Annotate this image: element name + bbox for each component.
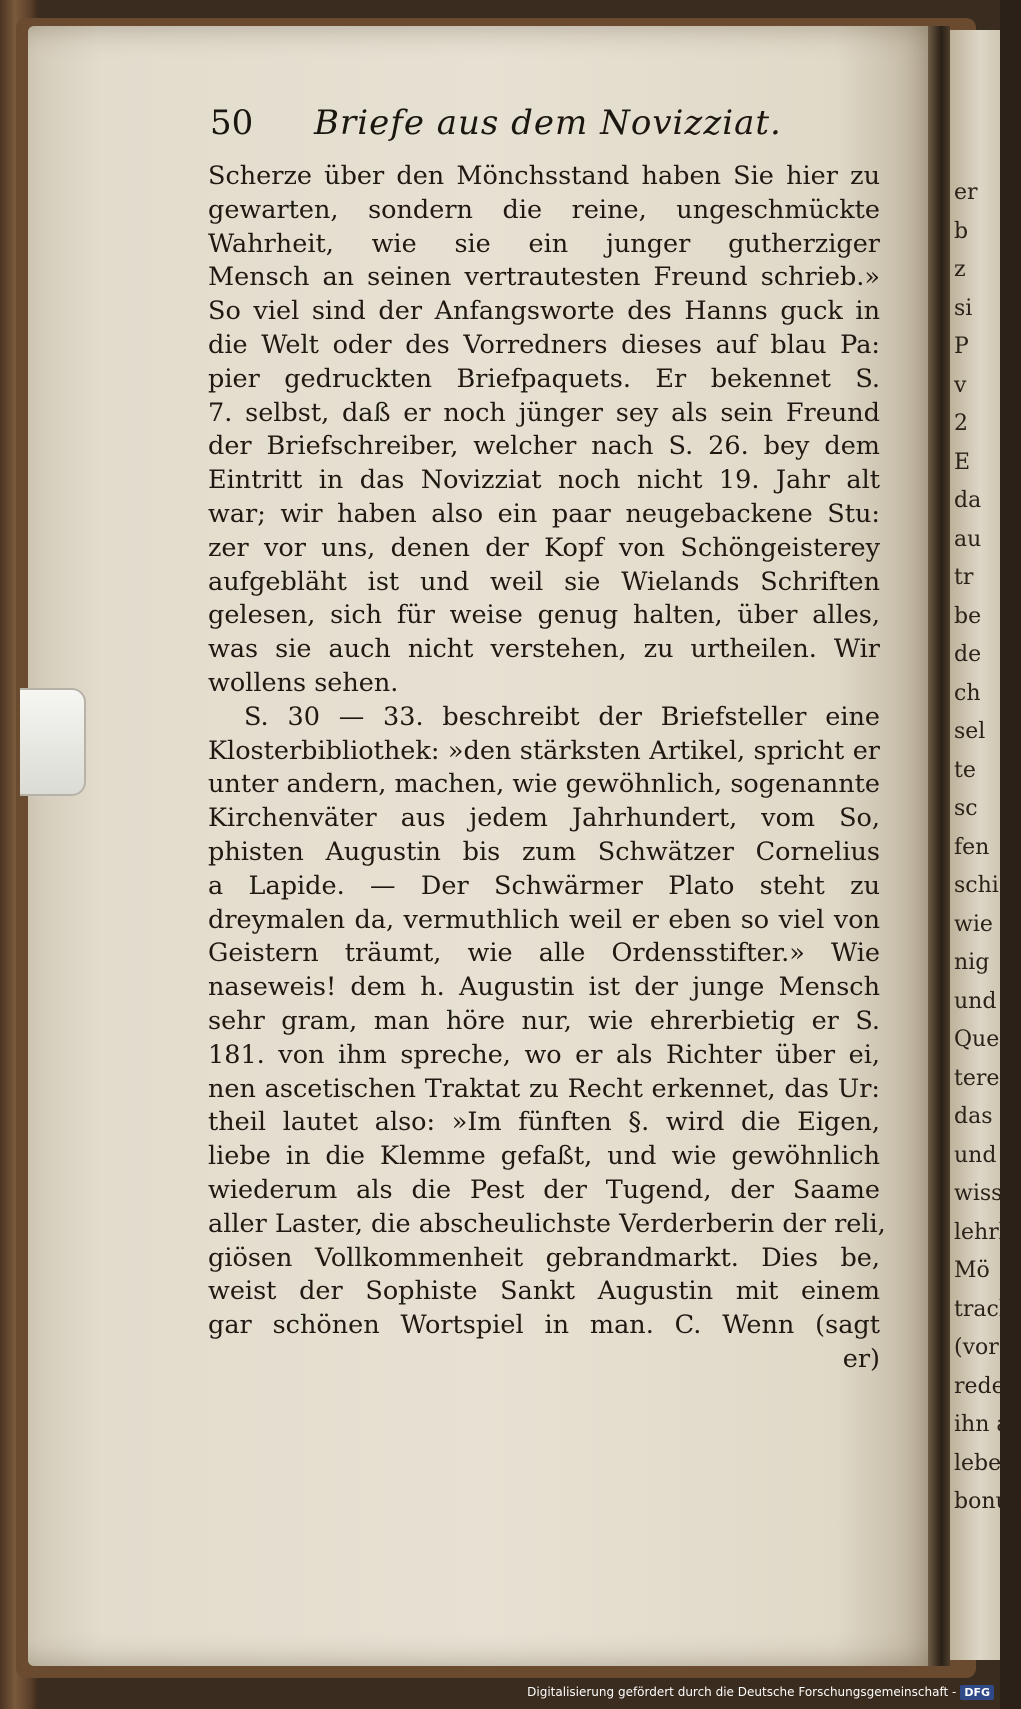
facing-page-fragment: wiss <box>954 1181 1003 1206</box>
facing-page-fragment: (vor <box>954 1335 999 1360</box>
text-line: war; wir haben also ein paar neugebackene Stu: <box>208 498 880 529</box>
facing-page-fragment: leben <box>954 1450 1016 1476</box>
text-line: So viel sind der Anfangsworte des Hanns guck in <box>208 296 880 327</box>
text-line: aller Laster, die abscheulichste Verderberin der reli, <box>208 1208 886 1239</box>
text-line: gelesen, sich für weise genug halten, über alles, <box>208 600 880 631</box>
text-line: gar schönen Wortspiel in man. C. Wenn (sagt <box>208 1310 880 1341</box>
text-line: pier gedruckten Briefpaquets. Er bekennet S. <box>208 363 880 394</box>
facing-page-fragment: ihn a <box>954 1412 1010 1437</box>
facing-page-fragment: sel <box>954 719 986 744</box>
facing-page-fragment: da <box>954 488 982 513</box>
digitization-footer <box>527 1681 994 1703</box>
footer-credit: Digitalisierung gefördert durch die Deutsche Forschungsgemeinschaft - <box>527 1685 957 1699</box>
text-line: der Briefschreiber, welcher nach S. 26. bey dem <box>208 431 880 462</box>
catchword: er) <box>842 1343 880 1374</box>
facing-page-fragment: Mö <box>954 1258 990 1283</box>
facing-page-fragment: fen <box>954 834 990 860</box>
text-line: S. 30 — 33. beschreibt der Briefsteller eine <box>244 701 880 732</box>
facing-page-fragment: te <box>954 757 976 783</box>
text-line: nen ascetischen Traktat zu Recht erkennet, das Ur: <box>208 1073 880 1104</box>
facing-page-fragment: bonus <box>954 1489 1021 1514</box>
scanner-clamp <box>20 688 86 796</box>
text-line: 7. selbst, daß er noch jünger sey als sein Freund <box>208 397 880 428</box>
facing-page-fragment: P <box>954 334 969 359</box>
book-gutter <box>928 26 950 1666</box>
text-line: wollens sehen. <box>208 667 399 698</box>
facing-page-fragment: lehrl <box>954 1219 1006 1245</box>
text-line: Kirchenväter aus jedem Jahrhundert, vom So, <box>208 803 880 834</box>
text-line: theil lautet also: »Im fünften §. wird die Eigen, <box>208 1107 880 1138</box>
facing-page-fragment: nig <box>954 950 990 975</box>
facing-page-fragment: E <box>954 449 971 475</box>
facing-page-fragment: tr <box>954 565 974 590</box>
facing-page-fragment: de <box>954 642 982 667</box>
facing-page-fragment: be <box>954 603 982 629</box>
text-line: wiederum als die Pest der Tugend, der Saame <box>208 1174 880 1205</box>
text-line: Geistern träumt, wie alle Ordensstifter.» Wie <box>208 938 880 969</box>
text-line: die Welt oder des Vorredners dieses auf blau Pa: <box>208 329 880 360</box>
text-line: giösen Vollkommenheit gebrandmarkt. Dies be, <box>208 1242 880 1273</box>
facing-page-fragment: tere <box>954 1065 1000 1091</box>
text-line: dreymalen da, vermuthlich weil er eben so viel von <box>208 904 880 935</box>
page-number: 50 <box>210 103 254 143</box>
text-line: was sie auch nicht verstehen, zu urtheilen. Wir <box>208 634 880 665</box>
text-line: zer vor uns, denen der Kopf von Schöngeisterey <box>208 532 880 563</box>
text-line: 181. von ihm spreche, wo er als Richter über ei, <box>208 1039 880 1070</box>
facing-page-fragment: Que <box>954 1027 1000 1052</box>
facing-page-fragment: v <box>954 372 967 398</box>
text-line: liebe in die Klemme gefaßt, und wie gewöhnlich <box>208 1141 880 1172</box>
facing-page-fragment: z <box>954 257 966 282</box>
facing-page-fragment: 2 <box>954 411 968 436</box>
facing-page-fragment: schi <box>954 873 999 898</box>
facing-page-fragment: au <box>954 526 982 552</box>
facing-page-fragment: reden <box>954 1373 1019 1399</box>
facing-page-fragment: und <box>954 1142 997 1168</box>
text-line: aufgebläht ist und weil sie Wielands Schriften <box>208 566 880 597</box>
body-text <box>208 160 886 1377</box>
text-line: weist der Sophiste Sankt Augustin mit einem <box>208 1276 880 1307</box>
text-line: Scherze über den Mönchsstand haben Sie hier zu <box>208 161 880 191</box>
text-line: unter andern, machen, wie gewöhnlich, sogenannte <box>208 769 880 800</box>
text-line: Wahrheit, wie sie ein junger gutherziger <box>208 228 880 259</box>
facing-page-fragment: das <box>954 1104 993 1129</box>
text-line: Klosterbibliothek: »den stärksten Artikel, spricht er <box>208 735 880 766</box>
text-line: a Lapide. — Der Schwärmer Plato steht zu <box>208 870 880 901</box>
text-line: Eintritt in das Novizziat noch nicht 19. Jahr alt <box>208 465 880 496</box>
facing-page-fragment: ch <box>954 680 981 706</box>
text-line: gewarten, sondern die reine, ungeschmückte <box>208 194 880 225</box>
facing-page-fragment: sc <box>954 796 978 821</box>
text-line: sehr gram, man höre nur, wie ehrerbietig er S. <box>208 1005 880 1036</box>
text-line: naseweis! dem h. Augustin ist der junge Mensch <box>208 972 880 1003</box>
running-title: Briefe aus dem Novizziat. <box>314 103 782 143</box>
facing-page-fragment: b <box>954 218 969 244</box>
facing-page <box>950 30 1021 1660</box>
dfg-logo: DFG <box>960 1685 994 1700</box>
facing-page-fragment: trach <box>954 1296 1013 1322</box>
facing-page-fragment: si <box>954 295 973 321</box>
page-header <box>210 103 890 151</box>
text-line: Mensch an seinen vertrautesten Freund schrieb.» <box>208 262 880 293</box>
facing-page-fragment: und <box>954 988 997 1014</box>
text-line: phisten Augustin bis zum Schwätzer Cornelius <box>208 836 880 867</box>
facing-page-fragment: wie <box>954 911 993 937</box>
facing-page-fragment: er <box>954 180 978 205</box>
